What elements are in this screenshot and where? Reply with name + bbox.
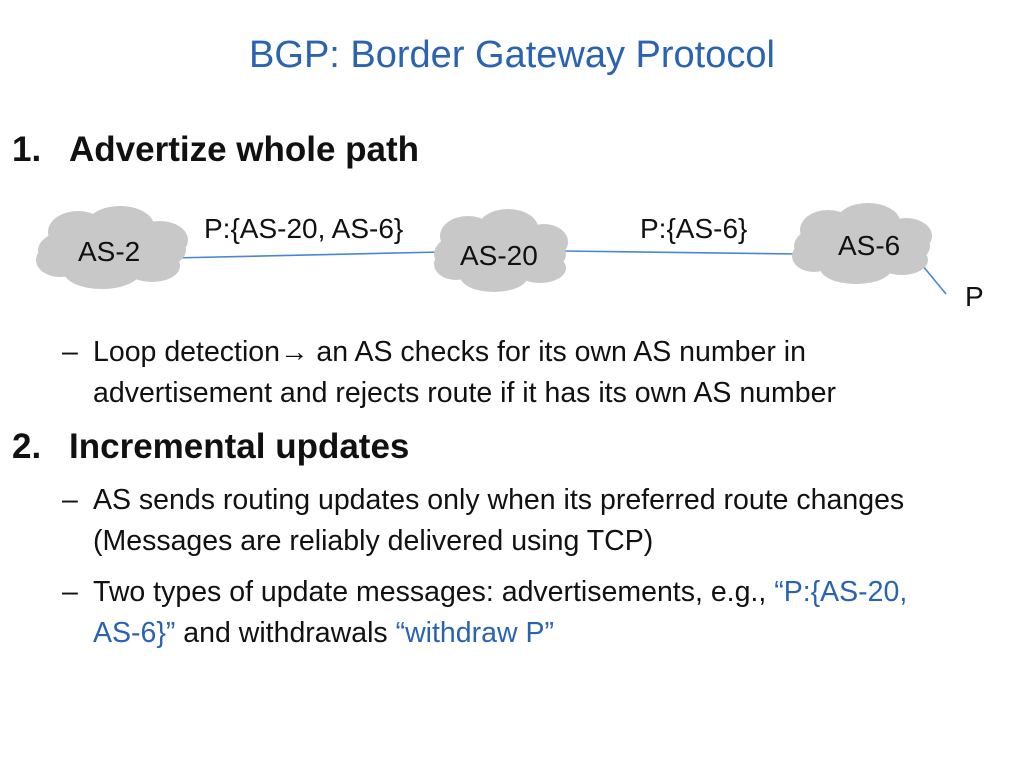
edge-label-as2-as20: P:{AS-20, AS-6} bbox=[204, 213, 404, 244]
node-label-as20: AS-20 bbox=[460, 240, 538, 271]
section-2-title: Incremental updates bbox=[69, 427, 410, 466]
section-2-number: 2. bbox=[12, 427, 42, 466]
slide-title: BGP: Border Gateway Protocol bbox=[249, 34, 775, 76]
section-2-heading bbox=[12, 427, 409, 467]
arrow-icon: → bbox=[280, 336, 309, 368]
node-label-as6: AS-6 bbox=[838, 230, 901, 261]
edge-label-as20-as6: P:{AS-6} bbox=[640, 213, 748, 244]
bullet-dash: – bbox=[62, 336, 78, 368]
bullet-loop-detection bbox=[62, 332, 836, 414]
bullet-line: (Messages are reliably delivered using TCP) bbox=[93, 525, 654, 557]
prefix-label: P bbox=[965, 281, 984, 312]
bullet-dash: – bbox=[62, 484, 78, 516]
section-1-number: 1. bbox=[12, 130, 42, 169]
bullet-line: AS sends routing updates only when its preferred route changes bbox=[93, 484, 905, 516]
bullet-update-types bbox=[62, 572, 907, 654]
section-1-title: Advertize whole path bbox=[69, 130, 420, 169]
as-path-diagram bbox=[0, 190, 1024, 315]
bullet-dash: – bbox=[62, 576, 78, 608]
bullet-line: Two types of update messages: advertisements, e.g., “P:{AS-20, bbox=[93, 576, 908, 608]
withdrawal-example: “withdraw P” bbox=[395, 617, 554, 649]
link-as20-as6 bbox=[563, 251, 800, 254]
advertisement-example: “P:{AS-20, bbox=[774, 576, 908, 608]
node-label-as2: AS-2 bbox=[78, 236, 141, 267]
bullet-routing-updates bbox=[62, 480, 904, 562]
bullet-line: advertisement and rejects route if it has its own AS number bbox=[93, 377, 836, 409]
link-as2-as20 bbox=[172, 252, 442, 258]
bullet-line: AS-6}” and withdrawals “withdraw P” bbox=[93, 617, 554, 649]
section-1-heading bbox=[12, 130, 419, 170]
advertisement-example-cont: AS-6}” bbox=[93, 617, 176, 649]
bullet-line: Loop detection→ an AS checks for its own AS number in bbox=[93, 336, 806, 368]
